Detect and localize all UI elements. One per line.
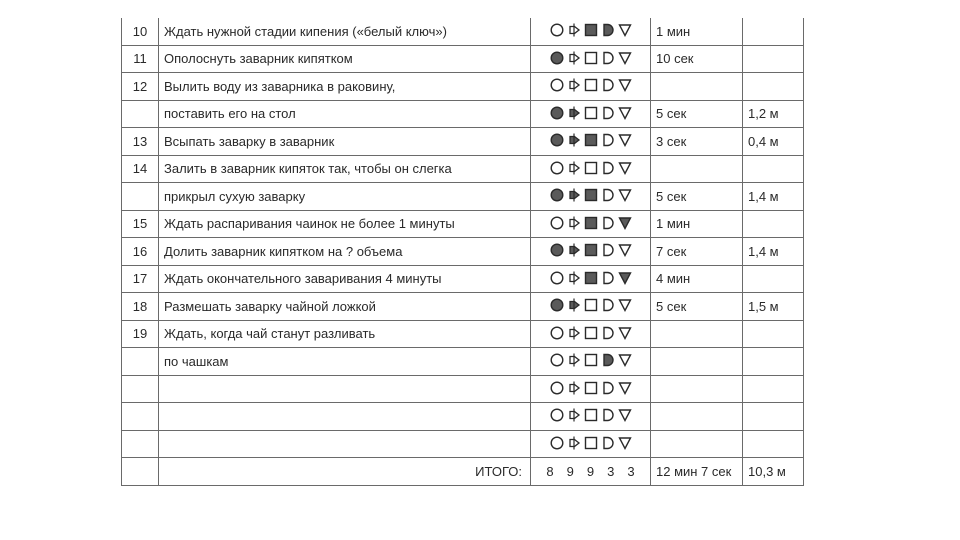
inspection-square-icon — [584, 188, 598, 202]
step-number: 10 — [122, 18, 159, 45]
table-row — [122, 155, 804, 183]
operation-circle-icon — [550, 353, 564, 367]
step-distance — [743, 265, 804, 293]
storage-triangle-icon — [618, 23, 632, 37]
symbol-set — [531, 320, 651, 348]
step-distance — [743, 375, 804, 403]
totals-label: ИТОГО: — [159, 458, 531, 486]
step-time: 4 мин — [651, 265, 743, 293]
symbol-set — [531, 100, 651, 128]
step-description: Ждать нужной стадии кипения («белый ключ») — [159, 18, 531, 45]
inspection-square-icon — [584, 23, 598, 37]
inspection-square-icon — [584, 106, 598, 120]
symbol-set — [531, 18, 651, 45]
step-description: Ждать окончательного заваривания 4 минуты — [159, 265, 531, 293]
delay-d-icon — [601, 23, 615, 37]
totals-distance: 10,3 м — [743, 458, 804, 486]
step-number: 11 — [122, 45, 159, 73]
table-row — [122, 18, 804, 45]
step-description: поставить его на стол — [159, 100, 531, 128]
step-number — [122, 403, 159, 431]
symbol-set — [531, 73, 651, 101]
transport-arrow-icon — [567, 326, 581, 340]
step-time: 5 сек — [651, 293, 743, 321]
delay-d-icon — [601, 408, 615, 422]
delay-d-icon — [601, 78, 615, 92]
operation-circle-icon — [550, 436, 564, 450]
step-time: 5 сек — [651, 100, 743, 128]
process-table — [121, 18, 804, 486]
inspection-square-icon — [584, 271, 598, 285]
totals-count: 8 — [546, 463, 554, 479]
step-distance — [743, 430, 804, 458]
step-time: 1 мин — [651, 210, 743, 238]
transport-arrow-icon — [567, 78, 581, 92]
step-distance: 1,2 м — [743, 100, 804, 128]
table-row — [122, 375, 804, 403]
step-distance — [743, 320, 804, 348]
step-description: Ополоснуть заварник кипятком — [159, 45, 531, 73]
step-distance: 1,5 м — [743, 293, 804, 321]
step-description: по чашкам — [159, 348, 531, 376]
transport-arrow-icon — [567, 436, 581, 450]
step-time — [651, 155, 743, 183]
delay-d-icon — [601, 216, 615, 230]
inspection-square-icon — [584, 381, 598, 395]
totals-number — [122, 458, 159, 486]
step-number: 16 — [122, 238, 159, 266]
step-distance: 1,4 м — [743, 183, 804, 211]
storage-triangle-icon — [618, 381, 632, 395]
step-distance: 1,4 м — [743, 238, 804, 266]
delay-d-icon — [601, 51, 615, 65]
delay-d-icon — [601, 188, 615, 202]
storage-triangle-icon — [618, 326, 632, 340]
step-description: Долить заварник кипятком на ? объема — [159, 238, 531, 266]
step-description: Ждать, когда чай станут разливать — [159, 320, 531, 348]
storage-triangle-icon — [618, 408, 632, 422]
table-row — [122, 403, 804, 431]
transport-arrow-icon — [567, 271, 581, 285]
transport-arrow-icon — [567, 216, 581, 230]
transport-arrow-icon — [567, 188, 581, 202]
delay-d-icon — [601, 161, 615, 175]
transport-arrow-icon — [567, 106, 581, 120]
step-description — [159, 403, 531, 431]
symbol-set — [531, 155, 651, 183]
operation-circle-icon — [550, 271, 564, 285]
delay-d-icon — [601, 353, 615, 367]
step-description: Залить в заварник кипяток так, чтобы он слегка — [159, 155, 531, 183]
step-time: 7 сек — [651, 238, 743, 266]
step-distance — [743, 348, 804, 376]
step-time — [651, 375, 743, 403]
table-row — [122, 238, 804, 266]
step-description: прикрыл сухую заварку — [159, 183, 531, 211]
step-number: 15 — [122, 210, 159, 238]
step-number: 19 — [122, 320, 159, 348]
step-number — [122, 348, 159, 376]
table-row — [122, 320, 804, 348]
operation-circle-icon — [550, 326, 564, 340]
inspection-square-icon — [584, 353, 598, 367]
transport-arrow-icon — [567, 381, 581, 395]
totals-count: 3 — [607, 463, 615, 479]
step-number: 14 — [122, 155, 159, 183]
totals-counts — [531, 458, 651, 486]
operation-circle-icon — [550, 106, 564, 120]
symbol-set — [531, 375, 651, 403]
step-number: 17 — [122, 265, 159, 293]
symbol-set — [531, 210, 651, 238]
totals-count: 9 — [586, 463, 595, 479]
table-row — [122, 430, 804, 458]
delay-d-icon — [601, 298, 615, 312]
transport-arrow-icon — [567, 408, 581, 422]
step-time — [651, 430, 743, 458]
storage-triangle-icon — [618, 216, 632, 230]
storage-triangle-icon — [618, 243, 632, 257]
inspection-square-icon — [584, 216, 598, 230]
symbol-set — [531, 430, 651, 458]
transport-arrow-icon — [567, 51, 581, 65]
inspection-square-icon — [584, 78, 598, 92]
storage-triangle-icon — [618, 161, 632, 175]
step-distance — [743, 210, 804, 238]
step-number: 13 — [122, 128, 159, 156]
symbol-set — [531, 293, 651, 321]
storage-triangle-icon — [618, 78, 632, 92]
delay-d-icon — [601, 106, 615, 120]
table-row — [122, 73, 804, 101]
step-distance — [743, 45, 804, 73]
step-number — [122, 430, 159, 458]
transport-arrow-icon — [567, 353, 581, 367]
operation-circle-icon — [550, 78, 564, 92]
transport-arrow-icon — [567, 161, 581, 175]
inspection-square-icon — [584, 133, 598, 147]
delay-d-icon — [601, 271, 615, 285]
step-time — [651, 320, 743, 348]
symbol-set — [531, 348, 651, 376]
storage-triangle-icon — [618, 188, 632, 202]
symbol-set — [531, 183, 651, 211]
symbol-set — [531, 45, 651, 73]
totals-row — [122, 458, 804, 486]
operation-circle-icon — [550, 133, 564, 147]
inspection-square-icon — [584, 436, 598, 450]
step-time — [651, 348, 743, 376]
step-description: Размешать заварку чайной ложкой — [159, 293, 531, 321]
storage-triangle-icon — [618, 133, 632, 147]
table-row — [122, 100, 804, 128]
totals-count: 3 — [627, 463, 635, 479]
step-time: 10 сек — [651, 45, 743, 73]
delay-d-icon — [601, 133, 615, 147]
step-description: Всыпать заварку в заварник — [159, 128, 531, 156]
process-chart — [121, 18, 803, 486]
symbol-set — [531, 238, 651, 266]
inspection-square-icon — [584, 243, 598, 257]
step-number: 18 — [122, 293, 159, 321]
totals-count: 9 — [566, 463, 574, 479]
operation-circle-icon — [550, 188, 564, 202]
inspection-square-icon — [584, 298, 598, 312]
step-distance — [743, 155, 804, 183]
delay-d-icon — [601, 436, 615, 450]
step-distance: 0,4 м — [743, 128, 804, 156]
table-row — [122, 183, 804, 211]
operation-circle-icon — [550, 408, 564, 422]
table-row — [122, 265, 804, 293]
step-time — [651, 403, 743, 431]
operation-circle-icon — [550, 298, 564, 312]
symbol-set — [531, 403, 651, 431]
step-description: Вылить воду из заварника в раковину, — [159, 73, 531, 101]
table-row — [122, 45, 804, 73]
delay-d-icon — [601, 243, 615, 257]
storage-triangle-icon — [618, 51, 632, 65]
delay-d-icon — [601, 326, 615, 340]
operation-circle-icon — [550, 381, 564, 395]
table-row — [122, 348, 804, 376]
table-row — [122, 293, 804, 321]
operation-circle-icon — [550, 51, 564, 65]
delay-d-icon — [601, 381, 615, 395]
table-row — [122, 128, 804, 156]
step-distance — [743, 403, 804, 431]
inspection-square-icon — [584, 326, 598, 340]
transport-arrow-icon — [567, 298, 581, 312]
inspection-square-icon — [584, 408, 598, 422]
storage-triangle-icon — [618, 106, 632, 120]
step-time — [651, 73, 743, 101]
step-number: 12 — [122, 73, 159, 101]
operation-circle-icon — [550, 216, 564, 230]
symbol-set — [531, 128, 651, 156]
operation-circle-icon — [550, 23, 564, 37]
step-number — [122, 375, 159, 403]
step-description — [159, 430, 531, 458]
step-description — [159, 375, 531, 403]
transport-arrow-icon — [567, 133, 581, 147]
step-number — [122, 183, 159, 211]
step-time: 5 сек — [651, 183, 743, 211]
step-description: Ждать распаривания чаинок не более 1 минуты — [159, 210, 531, 238]
operation-circle-icon — [550, 161, 564, 175]
transport-arrow-icon — [567, 23, 581, 37]
step-number — [122, 100, 159, 128]
inspection-square-icon — [584, 51, 598, 65]
table-row — [122, 210, 804, 238]
step-distance — [743, 18, 804, 45]
symbol-set — [531, 265, 651, 293]
totals-time: 12 мин 7 сек — [651, 458, 743, 486]
step-time: 1 мин — [651, 18, 743, 45]
step-time: 3 сек — [651, 128, 743, 156]
storage-triangle-icon — [618, 298, 632, 312]
step-distance — [743, 73, 804, 101]
transport-arrow-icon — [567, 243, 581, 257]
operation-circle-icon — [550, 243, 564, 257]
storage-triangle-icon — [618, 436, 632, 450]
storage-triangle-icon — [618, 353, 632, 367]
inspection-square-icon — [584, 161, 598, 175]
storage-triangle-icon — [618, 271, 632, 285]
